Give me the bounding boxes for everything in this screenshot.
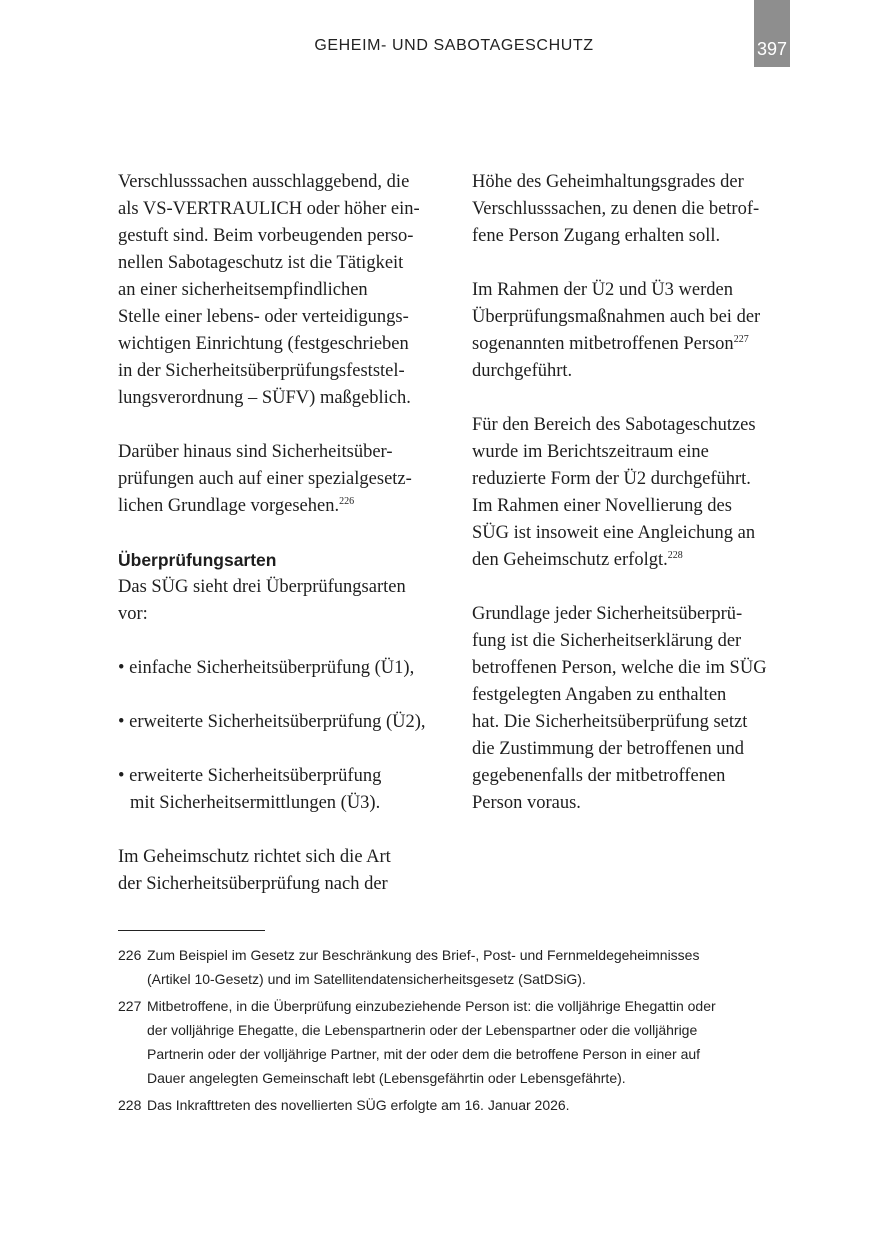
text-fragment: sogenannten mitbetroffenen Person	[472, 334, 734, 354]
text-line: Höhe des Geheimhaltungsgrades der	[472, 172, 744, 192]
text-line: Überprüfungsmaßnahmen auch bei der	[472, 307, 761, 327]
paragraph	[118, 439, 448, 520]
text-fragment: den Geheimschutz erfolgt.	[472, 550, 668, 570]
bullet-item	[118, 709, 448, 736]
footnote-number: 228	[118, 1097, 142, 1113]
right-column	[472, 169, 802, 817]
text-line: wurde im Berichtszeitraum eine	[472, 442, 709, 462]
text-line: Das SÜG sieht drei Überprüfungsarten	[118, 577, 406, 597]
text-line: an einer sicherheitsempfindlichen	[118, 280, 368, 300]
footnote-number: 226	[118, 947, 142, 963]
text-line: prüfungen auch auf einer spezialgesetz-	[118, 469, 412, 489]
text-line: die Zustimmung der betroffenen und	[472, 739, 744, 759]
running-header-title: GEHEIM- UND SABOTAGESCHUTZ	[314, 37, 594, 54]
text-line: Im Geheimschutz richtet sich die Art	[118, 847, 391, 867]
text-line: • erweiterte Sicherheitsüberprüfung (Ü2),	[118, 712, 426, 732]
footnote-reference[interactable]: 228	[667, 550, 683, 561]
subheading-text: Überprüfungsarten	[118, 550, 277, 570]
footnote-227	[118, 994, 798, 1090]
text-line: Person voraus.	[472, 793, 581, 813]
text-fragment: lichen Grundlage vorgesehen.	[118, 496, 340, 516]
footnote-number: 227	[118, 998, 142, 1014]
paragraph	[472, 412, 802, 574]
text-line: Verschlusssachen ausschlaggebend, die	[118, 172, 410, 192]
text-line: vor:	[118, 604, 148, 624]
text-line	[472, 547, 802, 574]
text-line: Stelle einer lebens- oder verteidigungs-	[118, 307, 409, 327]
text-line: der Sicherheitsüberprüfung nach der	[118, 874, 388, 894]
paragraph	[472, 169, 802, 250]
footnote-text: Das Inkrafttreten des novellierten SÜG erfolgte am 16. Januar 2026.	[147, 1097, 570, 1113]
footnote-226	[118, 943, 798, 991]
bullet-item	[118, 763, 448, 817]
text-line	[118, 493, 448, 520]
paragraph	[472, 277, 802, 385]
footnotes	[118, 943, 798, 1120]
text-line: reduzierte Form der Ü2 durchgeführt.	[472, 469, 751, 489]
footnote-text: Mitbetroffene, in die Überprüfung einzubeziehende Person ist: die volljährige Ehegattin oder	[147, 998, 716, 1014]
footnote-line	[118, 994, 798, 1018]
page-number: 397	[756, 39, 788, 59]
footnote-228	[118, 1093, 798, 1117]
paragraph	[472, 601, 802, 817]
text-line: fung ist die Sicherheitserklärung der	[472, 631, 742, 651]
footnote-divider	[118, 930, 265, 931]
footnote-text: Zum Beispiel im Gesetz zur Beschränkung des Brief-, Post- und Fernmeldegeheimnisses	[147, 947, 700, 963]
text-line: fene Person Zugang erhalten soll.	[472, 226, 721, 246]
text-line: in der Sicherheitsüberprüfungsfeststel-	[118, 361, 405, 381]
text-line: SÜG ist insoweit eine Angleichung an	[472, 523, 756, 543]
text-line: festgelegten Angaben zu enthalten	[472, 685, 727, 705]
text-line: • einfache Sicherheitsüberprüfung (Ü1),	[118, 658, 415, 678]
text-line: Im Rahmen einer Novellierung des	[472, 496, 732, 516]
text-line: Im Rahmen der Ü2 und Ü3 werden	[472, 280, 733, 300]
text-line: Grundlage jeder Sicherheitsüberprü-	[472, 604, 743, 624]
left-column	[118, 169, 448, 898]
text-line: gestuft sind. Beim vorbeugenden perso-	[118, 226, 414, 246]
text-line: mit Sicherheitsermittlungen (Ü3).	[130, 793, 381, 813]
footnote-reference[interactable]: 227	[733, 334, 749, 345]
footnote-reference[interactable]: 226	[339, 496, 355, 507]
paragraph	[118, 574, 448, 628]
text-line: hat. Die Sicherheitsüberprüfung setzt	[472, 712, 748, 732]
footnote-line: (Artikel 10-Gesetz) und im Satellitendatensicherheitsgesetz (SatDSiG).	[147, 971, 586, 987]
text-line: lungsverordnung – SÜFV) maßgeblich.	[118, 388, 411, 408]
paragraph	[118, 844, 448, 898]
text-line: betroffenen Person, welche die im SÜG	[472, 658, 767, 678]
page-number-tab	[754, 0, 790, 67]
footnote-line: der volljährige Ehegatte, die Lebenspartnerin oder der Lebenspartner oder die volljährige	[147, 1022, 698, 1038]
text-line: Für den Bereich des Sabotageschutzes	[472, 415, 756, 435]
text-line: Verschlusssachen, zu denen die betrof-	[472, 199, 760, 219]
text-line: durchgeführt.	[472, 361, 573, 381]
footnote-line	[118, 943, 798, 967]
footnote-line: Partnerin oder der volljährige Partner, mit der oder dem die betroffene Person in einer auf	[147, 1046, 701, 1062]
text-line: gegebenenfalls der mitbetroffenen	[472, 766, 726, 786]
text-line	[472, 331, 802, 358]
footnote-line	[118, 1093, 798, 1117]
paragraph	[118, 169, 448, 412]
text-line: Darüber hinaus sind Sicherheitsüber-	[118, 442, 393, 462]
text-line: als VS-VERTRAULICH oder höher ein-	[118, 199, 420, 219]
footnote-line: Dauer angelegten Gemeinschaft lebt (Lebensgefährtin oder Lebensgefährte).	[147, 1070, 626, 1086]
bullet-item	[118, 655, 448, 682]
text-line: nellen Sabotageschutz ist die Tätigkeit	[118, 253, 404, 273]
section-subheading	[118, 547, 448, 574]
text-line: • erweiterte Sicherheitsüberprüfung	[118, 766, 382, 786]
text-line: wichtigen Einrichtung (festgeschrieben	[118, 334, 409, 354]
